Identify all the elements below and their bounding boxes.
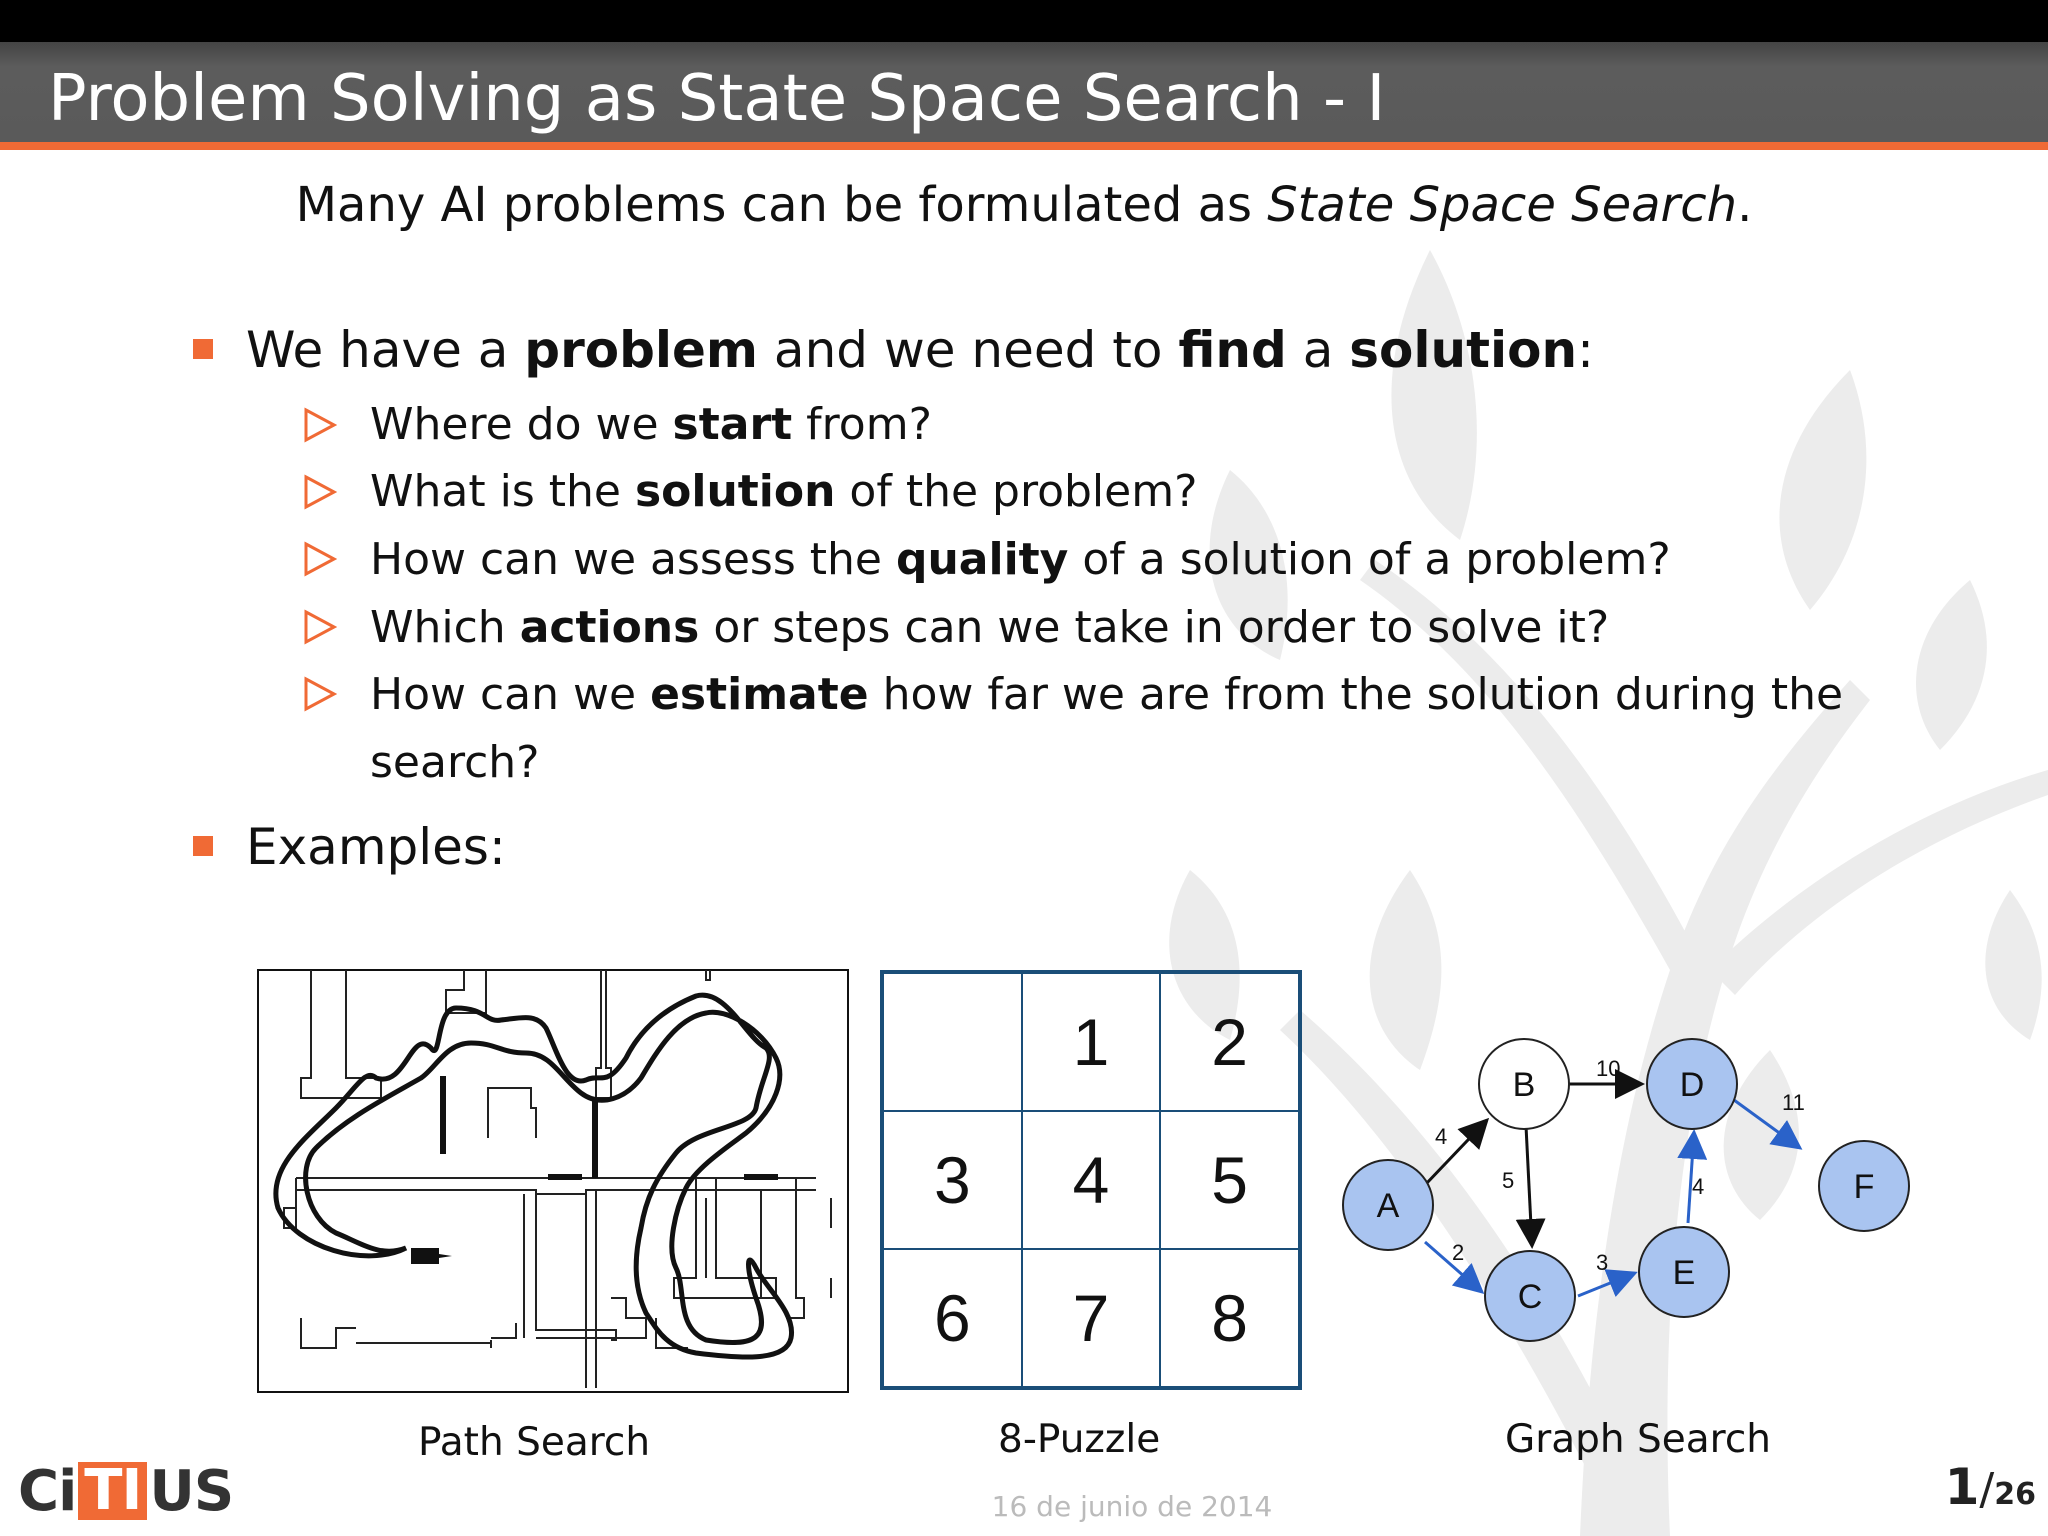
node-label: B [1512, 1066, 1536, 1104]
sub-bullet-estimate-cont: search? [370, 737, 540, 788]
caption-8-puzzle: 8-Puzzle [998, 1417, 1161, 1462]
path-search-map [256, 968, 850, 1394]
title-underline [0, 142, 2048, 150]
edge-label: 5 [1502, 1168, 1515, 1193]
triangle-bullet-icon [303, 609, 337, 645]
top-black-bar [0, 0, 2048, 42]
slide-title: Problem Solving as State Space Search - I [48, 62, 1386, 136]
puzzle-cell: 7 [1022, 1249, 1161, 1387]
sub-bullet-actions: Which actions or steps can we take in order to solve it? [370, 602, 1610, 653]
bullet-problem: We have a problem and we need to find a solution: [246, 321, 1594, 379]
triangle-bullet-icon [303, 676, 337, 712]
caption-graph-search: Graph Search [1505, 1417, 1772, 1462]
sub-bullet-solution: What is the solution of the problem? [370, 466, 1198, 517]
page-number: 1/26 [1944, 1458, 2036, 1516]
citius-logo: Ci TI US [18, 1458, 234, 1524]
puzzle-cell: 6 [883, 1249, 1022, 1387]
eight-puzzle-grid [880, 970, 1302, 1390]
sub-bullet-start: Where do we start from? [370, 399, 932, 450]
puzzle-cell: 2 [1160, 973, 1299, 1111]
node-label: F [1853, 1168, 1875, 1206]
bullet-marker [193, 339, 213, 359]
edge-label: 11 [1782, 1090, 1805, 1115]
node-label: C [1517, 1278, 1543, 1316]
puzzle-cell [883, 973, 1022, 1111]
graph-search-diagram [1330, 1020, 1920, 1360]
puzzle-cell: 4 [1022, 1111, 1161, 1249]
edge-label: 3 [1596, 1250, 1609, 1275]
graph-edge [1526, 1126, 1532, 1246]
graph-edge [1578, 1273, 1635, 1296]
node-label: E [1672, 1254, 1696, 1292]
sub-bullet-quality: How can we assess the quality of a solution of a problem? [370, 534, 1671, 585]
caption-path-search: Path Search [418, 1420, 651, 1465]
edge-label: 4 [1435, 1124, 1448, 1149]
footer-date: 16 de junio de 2014 [991, 1490, 1273, 1523]
triangle-bullet-icon [303, 474, 337, 510]
sub-bullet-estimate: How can we estimate how far we are from the solution during the [370, 669, 1844, 720]
edge-label: 10 [1596, 1056, 1621, 1081]
intro-sentence: Many AI problems can be formulated as State Space Search. [295, 177, 1753, 233]
edge-label: 2 [1452, 1240, 1465, 1265]
puzzle-cell: 8 [1160, 1249, 1299, 1387]
node-label: D [1679, 1066, 1705, 1104]
triangle-bullet-icon [303, 407, 337, 443]
bullet-marker [193, 836, 213, 856]
puzzle-cell: 3 [883, 1111, 1022, 1249]
triangle-bullet-icon [303, 541, 337, 577]
edge-label: 4 [1692, 1174, 1705, 1199]
puzzle-cell: 1 [1022, 973, 1161, 1111]
node-label: A [1376, 1187, 1400, 1225]
bullet-examples: Examples: [246, 818, 506, 876]
puzzle-cell: 5 [1160, 1111, 1299, 1249]
